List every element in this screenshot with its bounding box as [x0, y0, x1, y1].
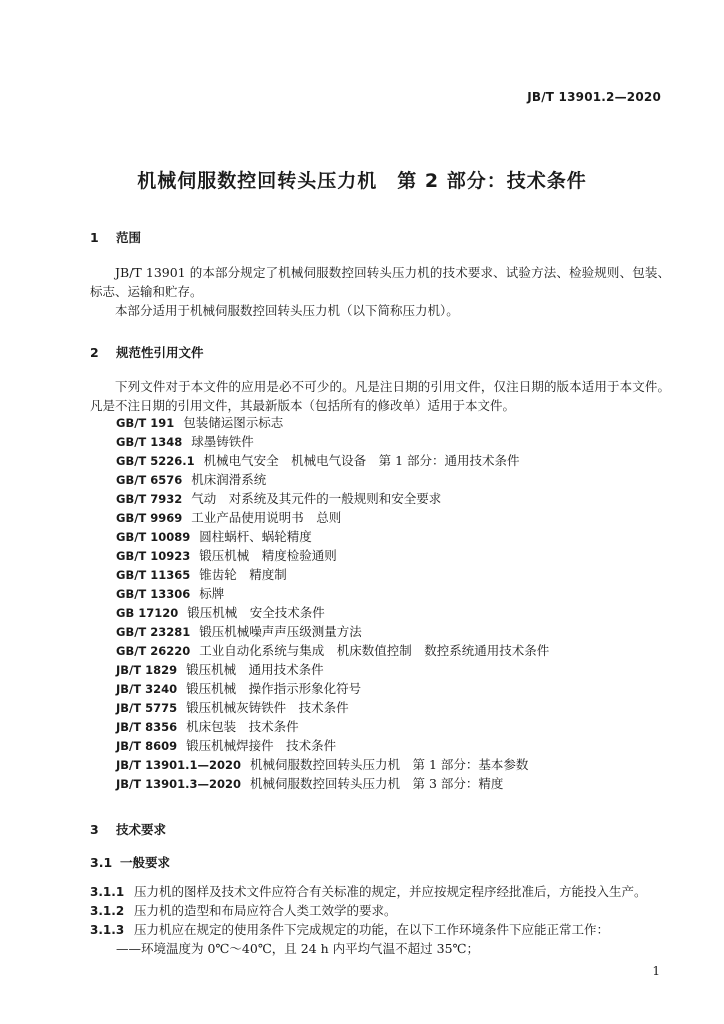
reference-item [116, 413, 549, 432]
reference-item [116, 508, 549, 527]
reference-item [116, 432, 549, 451]
document-title: 机械伺服数控回转头压力机 第 2 部分：技术条件 [137, 170, 587, 192]
section-number: 1 [90, 230, 99, 245]
reference-code: GB/T 6576 [116, 473, 183, 487]
clause-text: 压力机应在规定的使用条件下完成规定的功能，在以下工作环境条件下应能正常工作： [134, 922, 610, 937]
references-intro: 下列文件对于本文件的应用是必不可少的。凡是注日期的引用文件，仅注日期的版本适用于本文件。凡是不注日期的引用文件，其最新版本（包括所有的修改单）适用于本文件。 [90, 379, 670, 413]
reference-code: GB/T 5226.1 [116, 454, 195, 468]
section-1-heading [90, 228, 141, 246]
clause-3-1-3 [90, 920, 609, 940]
reference-item [116, 698, 549, 717]
clause-number: 3.1.1 [90, 885, 125, 899]
reference-title: 机械伺服数控回转头压力机 第 1 部分：基本参数 [249, 757, 529, 772]
reference-title: 气动 对系统及其元件的一般规则和安全要求 [191, 491, 442, 506]
reference-code: GB/T 9969 [116, 511, 183, 525]
reference-title: 锻压机械 精度检验通则 [199, 548, 337, 563]
reference-title: 锻压机械 操作指示形象化符号 [186, 681, 362, 696]
reference-item [116, 565, 549, 584]
reference-item [116, 717, 549, 736]
reference-title: 机械电气安全 机械电气设备 第 1 部分：通用技术条件 [203, 453, 520, 468]
reference-item [116, 736, 549, 755]
reference-item [116, 470, 549, 489]
reference-code: GB/T 10089 [116, 530, 191, 544]
reference-item [116, 489, 549, 508]
reference-item [116, 451, 549, 470]
reference-title: 锻压机械 安全技术条件 [187, 605, 325, 620]
subsection-3-1-heading [90, 853, 170, 871]
reference-item [116, 755, 549, 774]
reference-code: JB/T 8356 [116, 720, 178, 734]
reference-title: 锻压机械 通用技术条件 [186, 662, 324, 677]
reference-item [116, 584, 549, 603]
reference-title: 圆柱蜗杆、蜗轮精度 [199, 529, 312, 544]
subsection-title: 一般要求 [120, 855, 171, 870]
reference-title: 标牌 [199, 586, 225, 601]
reference-title: 锻压机械焊接件 技术条件 [186, 738, 337, 753]
page-number: 1 [652, 964, 660, 978]
reference-item [116, 622, 549, 641]
reference-code: GB/T 7932 [116, 492, 183, 506]
reference-title: 锻压机械灰铸铁件 技术条件 [186, 700, 349, 715]
reference-item [116, 660, 549, 679]
clause-3-1-2 [90, 901, 397, 921]
reference-code: GB/T 1348 [116, 435, 183, 449]
section-number: 3 [90, 822, 99, 837]
reference-code: GB/T 191 [116, 416, 175, 430]
clause-text: 压力机的图样及技术文件应符合有关标准的规定，并应按规定程序经批准后，方能投入生产。 [134, 884, 647, 899]
reference-code: GB/T 26220 [116, 644, 191, 658]
reference-code: JB/T 3240 [116, 682, 178, 696]
reference-title: 工业产品使用说明书 总则 [191, 510, 342, 525]
reference-title: 球墨铸铁件 [191, 434, 254, 449]
reference-list [116, 413, 549, 793]
reference-code: JB/T 13901.3—2020 [116, 777, 241, 791]
reference-title: 锥齿轮 精度制 [199, 567, 287, 582]
reference-title: 工业自动化系统与集成 机床数值控制 数控系统通用技术条件 [199, 643, 550, 658]
reference-code: JB/T 13901.1—2020 [116, 758, 241, 772]
section-title: 范围 [116, 230, 142, 245]
reference-item [116, 527, 549, 546]
reference-code: GB 17120 [116, 606, 179, 620]
clause-number: 3.1.2 [90, 904, 125, 918]
standard-number: JB/T 13901.2—2020 [527, 90, 661, 104]
reference-code: JB/T 1829 [116, 663, 178, 677]
clause-text: 压力机的造型和布局应符合人类工效学的要求。 [134, 903, 397, 918]
reference-item [116, 774, 549, 793]
reference-title: 机床润滑系统 [191, 472, 267, 487]
environment-condition-item: ——环境温度为 0℃～40℃，且 24 h 内平均气温不超过 35℃； [116, 941, 480, 956]
section-2-heading [90, 343, 204, 361]
reference-item [116, 603, 549, 622]
reference-title: 机床包装 技术条件 [186, 719, 299, 734]
reference-title: 机械伺服数控回转头压力机 第 3 部分：精度 [249, 776, 504, 791]
section-title: 规范性引用文件 [116, 345, 204, 360]
reference-code: GB/T 13306 [116, 587, 191, 601]
reference-title: 包装储运图示标志 [183, 415, 284, 430]
scope-paragraph-2: 本部分适用于机械伺服数控回转头压力机（以下简称压力机）。 [115, 303, 459, 318]
reference-code: JB/T 8609 [116, 739, 178, 753]
reference-code: JB/T 5775 [116, 701, 178, 715]
section-number: 2 [90, 345, 99, 360]
reference-code: GB/T 10923 [116, 549, 191, 563]
section-title: 技术要求 [116, 822, 167, 837]
section-3-heading [90, 820, 166, 838]
subsection-number: 3.1 [90, 855, 113, 870]
reference-item [116, 546, 549, 565]
reference-title: 锻压机械噪声声压级测量方法 [199, 624, 362, 639]
reference-code: GB/T 11365 [116, 568, 191, 582]
reference-item [116, 641, 549, 660]
clause-number: 3.1.3 [90, 923, 125, 937]
clause-3-1-1 [90, 882, 647, 902]
scope-paragraph-1: JB/T 13901 的本部分规定了机械伺服数控回转头压力机的技术要求、试验方法、检验规则、包装、标志、运输和贮存。 [90, 265, 670, 299]
reference-item [116, 679, 549, 698]
reference-code: GB/T 23281 [116, 625, 191, 639]
